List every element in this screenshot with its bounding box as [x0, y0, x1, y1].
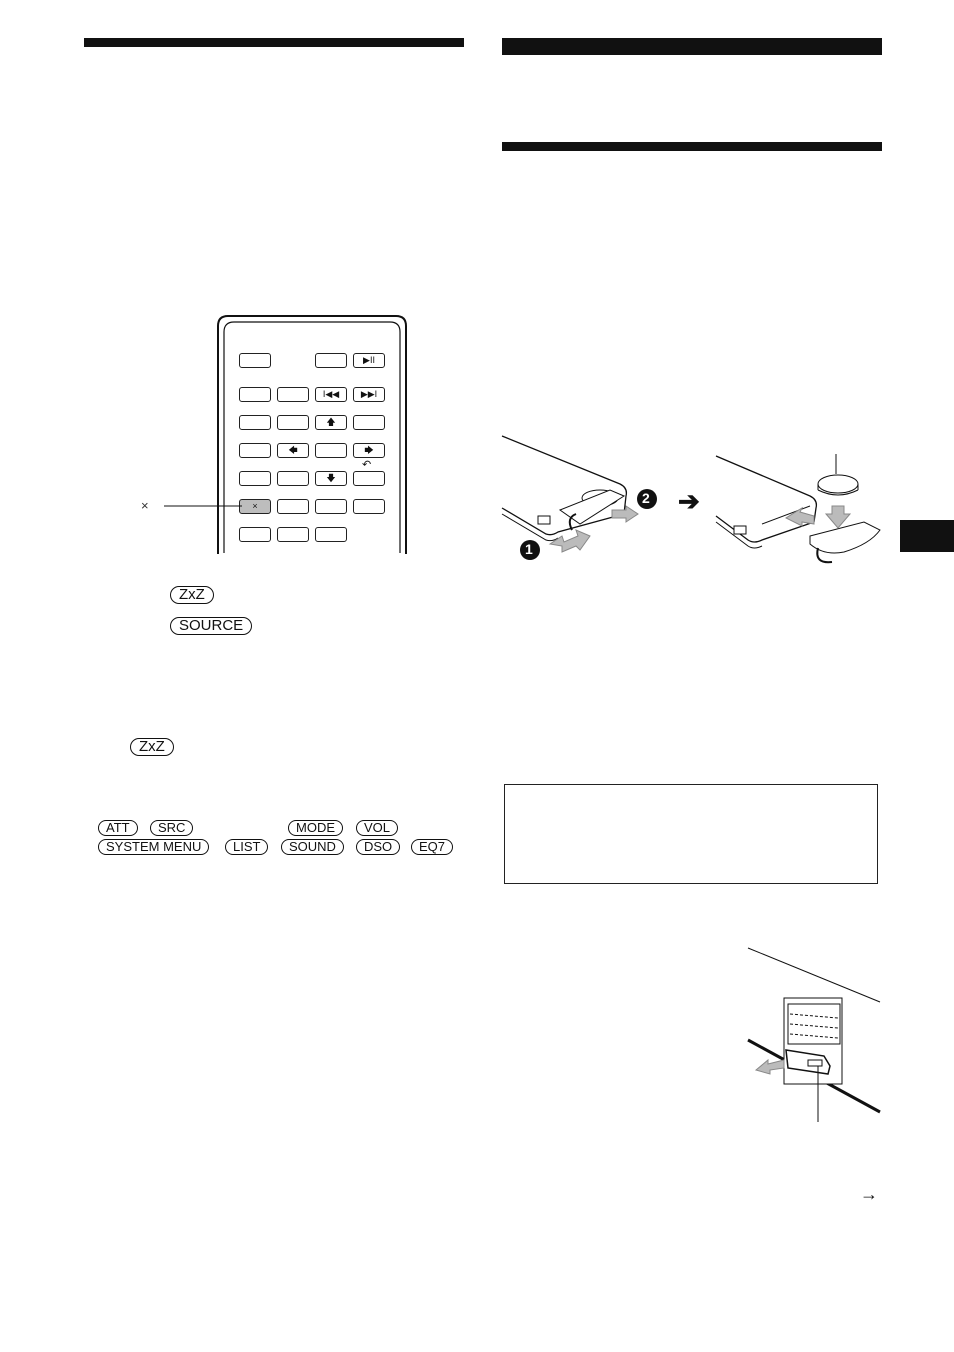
right-heading-rule-1 [502, 38, 882, 55]
key-label-mode: MODE [288, 820, 343, 836]
notice-box [504, 784, 878, 884]
left-heading-rule [84, 38, 464, 47]
remote-key-r2c2 [277, 387, 309, 402]
connector-removal-illustration [744, 944, 884, 1124]
remote-right-key: 🡆 [353, 443, 385, 458]
remote-key-r7c3 [315, 527, 347, 542]
step-1-number: 1 [525, 541, 533, 557]
step-2-number: 2 [642, 490, 650, 506]
key-label-eq7: EQ7 [411, 839, 453, 855]
key-label-list: LIST [225, 839, 268, 855]
remote-key-r7c2 [277, 527, 309, 542]
remote-key-r3c4 [353, 415, 385, 430]
remote-key-r6c3 [315, 499, 347, 514]
remote-key-r4c1 [239, 443, 271, 458]
remote-key-r5c1 [239, 471, 271, 486]
remote-key-r1c1 [239, 353, 271, 368]
key-label-sound: SOUND [281, 839, 344, 855]
key-label-att: ATT [98, 820, 138, 836]
remote-marked-key: × [239, 499, 271, 514]
remote-play-pause-key: ▶II [353, 353, 385, 368]
remote-next-key: ▶▶I [353, 387, 385, 402]
remote-callout-line [164, 500, 244, 512]
key-label-zxz-2: ZxZ [130, 738, 174, 756]
key-label-source: SOURCE [170, 617, 252, 635]
section-tab-marker [900, 520, 954, 552]
remote-down-key: 🡇 [315, 471, 347, 486]
next-step-arrow: ➔ [678, 486, 700, 516]
remote-key-r6c4 [353, 499, 385, 514]
key-label-vol: VOL [356, 820, 398, 836]
remote-key-r5c2 [277, 471, 309, 486]
remote-callout-label: × [141, 498, 149, 513]
key-label-dso: DSO [356, 839, 400, 855]
remote-key-r7c1 [239, 527, 271, 542]
remote-key-r3c1 [239, 415, 271, 430]
back-icon: ↶ [362, 459, 372, 471]
remote-key-r4c3 [315, 443, 347, 458]
remote-key-r2c1 [239, 387, 271, 402]
remote-commander-illustration [216, 314, 410, 554]
remote-up-key: 🡅 [315, 415, 347, 430]
remote-key-r5c4 [353, 471, 385, 486]
right-heading-rule-2 [502, 142, 882, 151]
key-label-src: SRC [150, 820, 193, 836]
continued-arrow: → [860, 1184, 878, 1204]
battery-insertion-illustration [714, 452, 886, 570]
remote-left-key: 🡄 [277, 443, 309, 458]
key-label-system-menu: SYSTEM MENU [98, 839, 209, 855]
remote-key-r3c2 [277, 415, 309, 430]
key-label-zxz: ZxZ [170, 586, 214, 604]
remote-prev-key: I◀◀ [315, 387, 347, 402]
remote-key-r6c2 [277, 499, 309, 514]
remote-key-r1c3 [315, 353, 347, 368]
